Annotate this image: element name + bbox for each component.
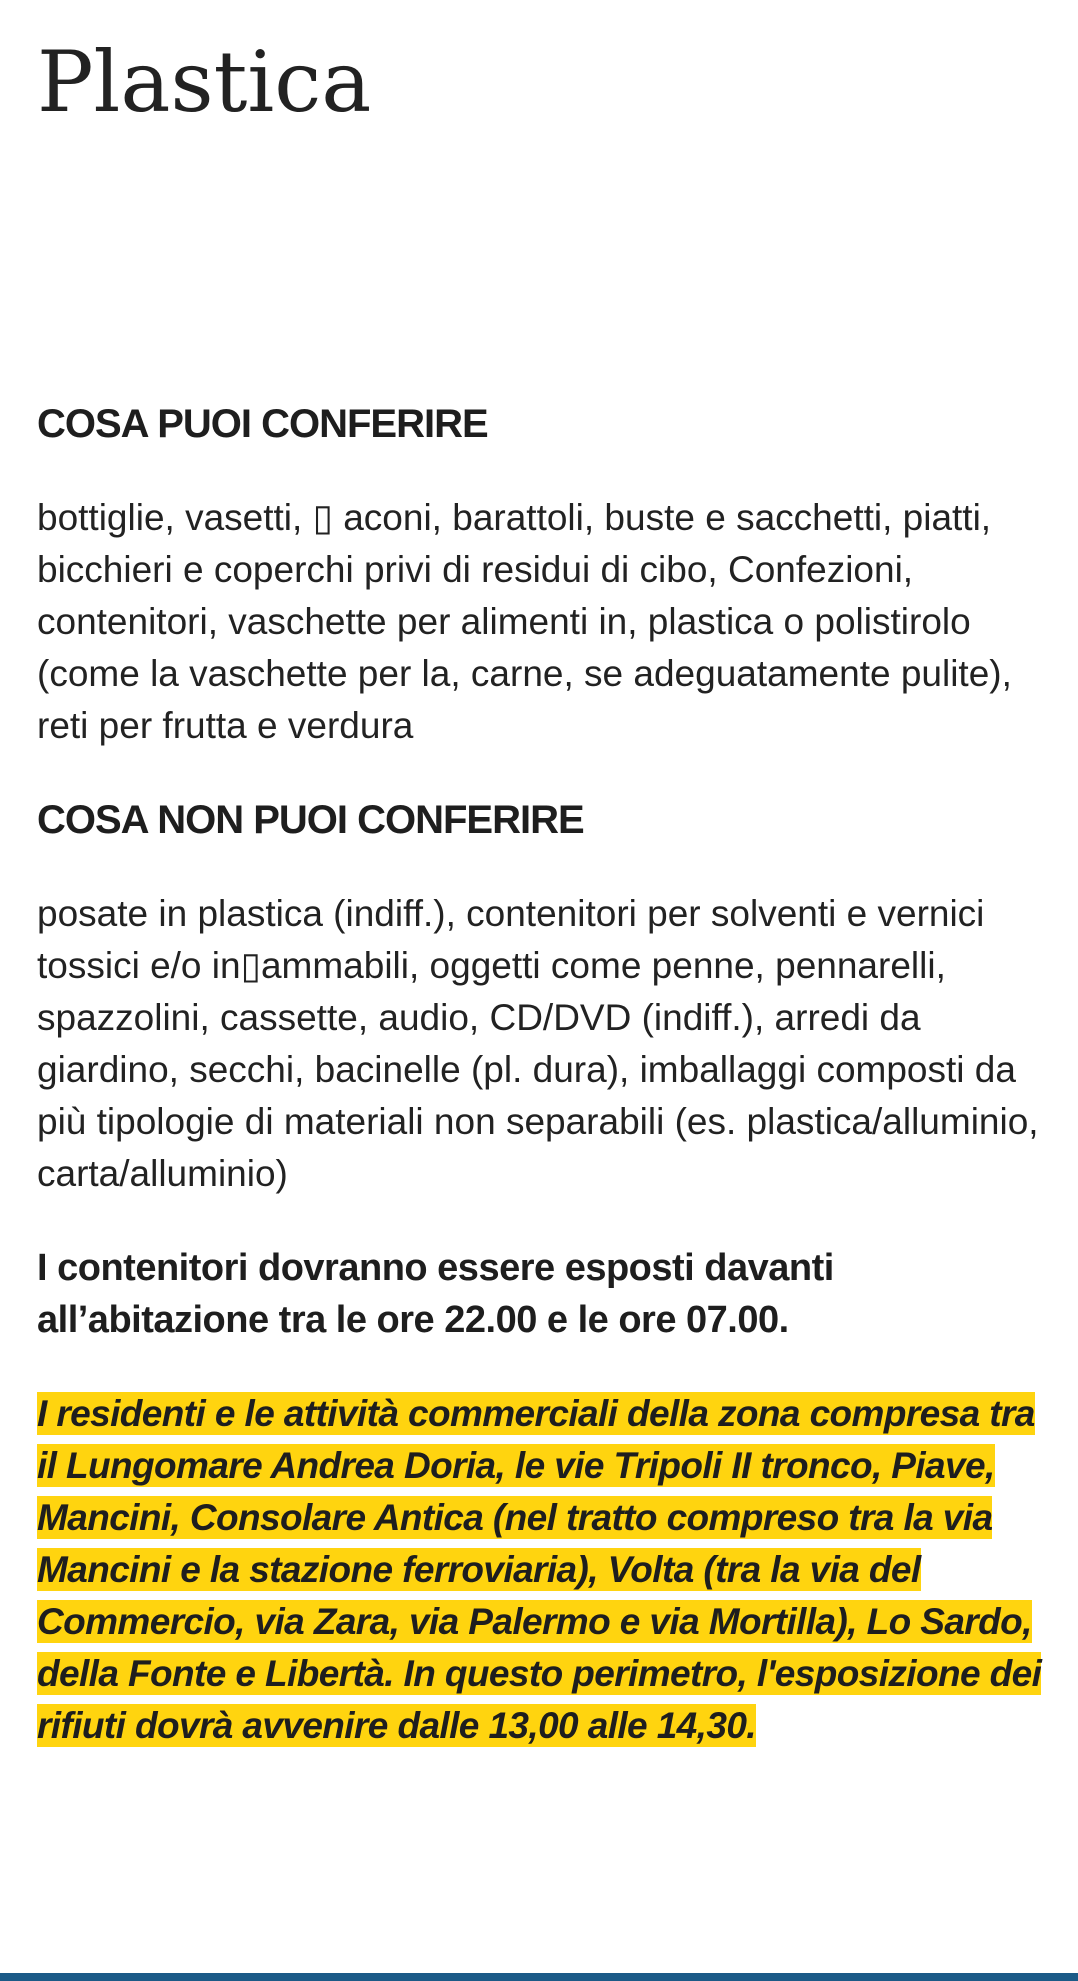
cannot-dispose-list: posate in plastica (indiff.), contenitori per solventi e vernici tossici e/o in▯ammabili, oggetti come penne, pennarelli, spazzolini, cassette, audio, CD/DVD (indiff.), arredi da giardino, secchi, bacinelle (pl. dura), imballaggi composti da più tipologie di materiali non separabili (es. plastica/alluminio, carta/alluminio) [37,893,1039,1194]
exposure-time-notice: I contenitori dovranno essere esposti davanti all’abitazione tra le ore 22.00 e le ore 07.00. [37,1247,834,1341]
cannot-dispose-heading: COSA NON PUOI CONFERIRE [37,798,584,842]
bottom-accent-bar [0,1973,1078,1981]
can-dispose-list: bottiglie, vasetti, ▯ aconi, barattoli, buste e sacchetti, piatti, bicchieri e coperchi privi di residui di cibo, Confezioni, contenitori, vaschette per alimenti in, plastica o polistirolo (come la vaschette per la, carne, se adeguatamente pulite), reti per frutta e verdura [37,497,1012,746]
can-dispose-heading: COSA PUOI CONFERIRE [37,402,488,446]
article-content [37,398,1047,1752]
page-title: Plastica [37,33,372,131]
highlighted-zone-text: I residenti e le attività commerciali della zona compresa tra il Lungomare Andrea Doria, le vie Tripoli II tronco, Piave, Mancini, Consolare Antica (nel tratto compreso tra la via Mancini e la stazione ferroviaria), Volta (tra la via del Commercio, via Zara, via Palermo e via Mortilla), Lo Sardo, della Fonte e Libertà. In questo perimetro, l'esposizione dei rifiuti dovrà avvenire dalle 13,00 alle 14,30. [37,1393,1042,1746]
highlighted-zone-notice [37,1388,1047,1752]
